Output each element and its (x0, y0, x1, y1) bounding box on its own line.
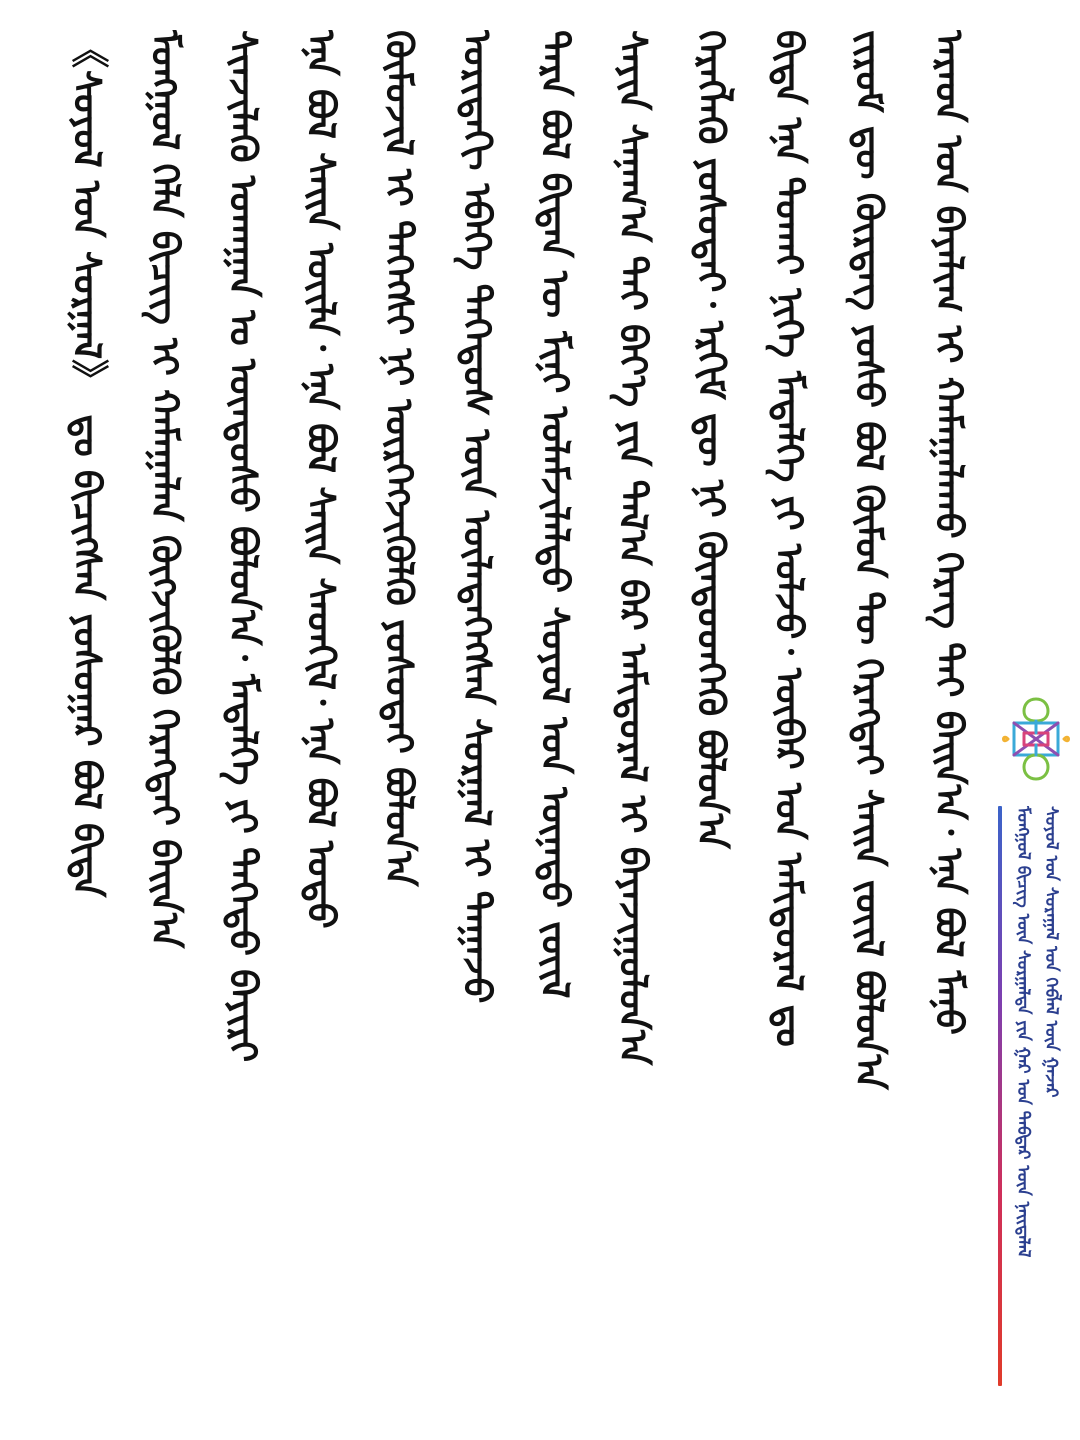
text-column-2: ᠵᠢᠷᠤᠮ ᠳᠦ ᠬᠦᠷᠳᠡᠭ ᠶᠣᠰᠣ ᠪᠣᠯ ᠬᠦᠮᠦᠨ ᠲᠦ ᠬᠡᠷᠡᠭᠲᠡᠢ ᠰᠠᠢᠨ ᠵᠦᠢᠯ ᠪᠣᠯᠤᠨ᠎ᠠ (847, 30, 891, 1090)
text-column-6: ᠲᠡᠷᠡ ᠪᠣᠯ ᠪᠢᠳᠡᠨ ᠦ ᠮᠢᠨᠢ ᠤᠯᠠᠮᠵᠢᠯᠠᠯᠲᠤ ᠰᠤᠶᠤᠯ ᠤᠨ ᠦᠨᠡᠲᠦ ᠵᠦᠢᠯ (533, 30, 577, 999)
text-column-11: ᠮᠣᠩᠭᠣᠯ ᠬᠡᠯᠡ ᠪᠢᠴᠢᠭ ᠢ ᠬᠠᠮᠠᠭᠠᠯᠠᠨ ᠬᠥᠭᠵᠢᠭᠦᠯᠬᠦ ᠬᠡᠷᠡᠭᠲᠡᠢ ᠪᠠᠢᠨ᠎ᠠ (143, 30, 187, 949)
caption-divider (998, 806, 1002, 1386)
text-column-4: ᠬᠡᠷᠡᠭᠯᠡᠬᠦ ᠶᠣᠰᠣᠲᠠᠢ᠂ ᠡᠷᠬᠢᠮ ᠳᠦ ᠨᠢ ᠬᠦᠨᠳᠦᠳᠬᠡᠬᠦ ᠪᠣᠯᠤᠨ᠎ᠠ (689, 30, 733, 849)
endless-knot-icon (1000, 693, 1072, 785)
text-column-7: ᠤᠷᠢᠳᠠᠬᠢ ᠡᠪᠡᠭᠡ ᠳᠡᠭᠡᠳᠦᠰ ᠦᠨ ᠦᠯᠡᠳᠡᠭᠡᠭᠰᠡᠨ ᠰᠤᠷᠭᠠᠯ ᠢ ᠳᠠᠭᠠᠵᠤ (455, 30, 499, 1004)
text-column-10: ᠰᠢᠨᠵᠢᠯᠡᠬᠦ ᠤᠬᠠᠭᠠᠨ ᠤ ᠦᠨᠳᠦᠰᠦ ᠪᠣᠯᠤᠨ᠎ᠠ᠂ ᠮᠡᠳᠡᠯᠭᠡ ᠶᠢ ᠳᠡᠭᠡᠳᠦ ᠪᠠᠶᠢᠷᠢ (221, 30, 265, 1063)
caption-line-2: ᠮᠣᠩᠭᠣᠯ ᠪᠢᠴᠢᠭ ᠦᠨ ᠰᠤᠷᠭᠠᠯᠲᠠ ᠶᠢᠨ ᠭᠠᠷ ᠤᠨ ᠳᠡᠪᠲᠡᠷ ᠦᠨ ᠨᠡᠢᠲᠡᠯᠡᠯ (1013, 806, 1033, 1258)
text-column-1: ᠠᠷᠠᠳ ᠤᠨ ᠪᠠᠶᠠᠯᠢᠭ ᠢ ᠬᠠᠮᠠᠭᠠᠯᠠᠬᠤ ᠬᠡᠷᠡᠭ ᠲᠡᠢ ᠪᠠᠢᠨ᠎ᠠ᠂ ᠡᠨᠡ ᠪᠣᠯ ᠮᠠᠨᠤ (927, 30, 971, 1036)
caption-line-1: ᠰᠣᠶᠤᠯ ᠤᠨ ᠰᠤᠷᠠᠭᠠᠯ ᠤᠨ ᠬᠡᠪᠯᠡᠯ ᠦᠨ ᠭᠠᠵᠠᠷ (1041, 806, 1061, 1098)
text-column-5: ᠰᠠᠶᠢᠨ ᠰᠠᠨᠠᠭ᠎ᠠ ᠲᠠᠢ ᠪᠡᠶ᠎ᠡ ᠶᠢᠨ ᠲᠠᠯ᠎ᠠ ᠪᠠᠷ ᠠᠮᠢᠳᠤᠷᠠᠯ ᠢ ᠪᠠᠶᠠᠵᠢᠭᠤᠯᠤᠨ᠎ᠠ (611, 30, 655, 1066)
text-column-8: ᠬᠦᠮᠦᠵᠢᠯ ᠢ ᠳᠡᠭᠡᠭᠰᠢ ᠨᠢ ᠥᠷᠭᠡᠭᠵᠢᠭᠦᠯᠬᠦ ᠶᠣᠰᠣᠲᠠᠢ ᠪᠣᠯᠤᠨ᠎ᠠ (377, 30, 421, 887)
text-column-9: ᠡᠨᠡ ᠪᠣᠯ ᠰᠠᠢᠨ ᠦᠢᠯᠡ᠂ ᠡᠨᠡ ᠪᠣᠯ ᠰᠠᠢᠨ ᠰᠡᠳᠬᠢᠯ᠂ ᠡᠨᠡ ᠪᠣᠯ ᠣᠳᠣ (299, 30, 343, 929)
text-column-3: ᠪᠢᠳᠡ ᠡᠨᠡ ᠲᠤᠬᠠᠢ ᠨᠢᠭᠡ ᠮᠡᠳᠡᠯᠭᠡ ᠶᠢ ᠣᠯᠵᠤ᠂ ᠥᠪᠡᠷ ᠤᠨ ᠠᠮᠢᠳᠤᠷᠠᠯ ᠳᠤ (767, 30, 811, 1047)
text-column-12: 《ᠰᠣᠶᠤᠯ ᠤᠨ ᠰᠤᠷᠭᠠᠯ》 ᠳᠤ ᠪᠢᠴᠢᠭᠰᠡᠨ ᠶᠣᠰᠣᠭᠠᠷ ᠪᠣᠯ ᠪᠢᠳᠡ (65, 30, 109, 898)
